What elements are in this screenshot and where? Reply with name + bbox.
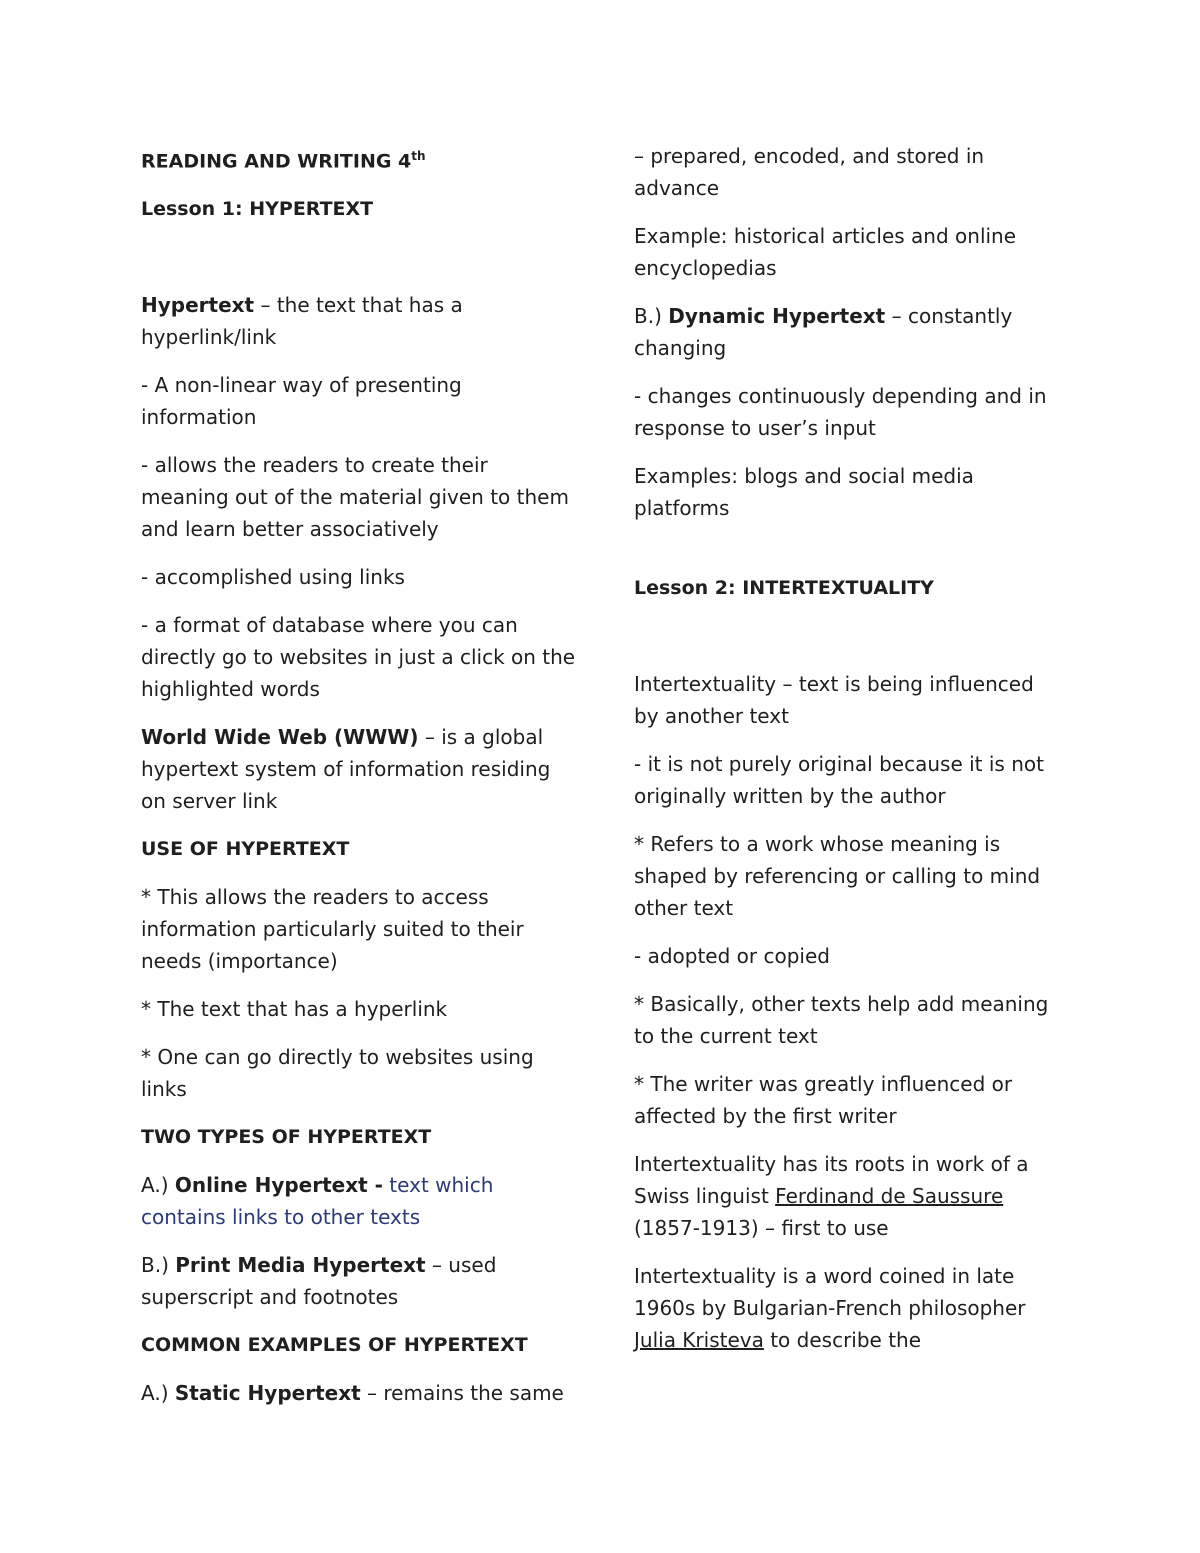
dynamic-hypertext xyxy=(634,300,1064,364)
hypertext-def: – the text that has a hyperlink/link xyxy=(141,293,463,350)
dynamic-bullet: - changes continuously depending and in response to user’s input xyxy=(634,384,1047,440)
roots-pre: Intertextuality has its roots in work of a Swiss linguist xyxy=(634,1152,1029,1208)
static-term: Static Hypertext xyxy=(174,1381,361,1406)
intertextuality-coined xyxy=(634,1260,1064,1356)
use-item-1: * This allows the readers to access information particularly suited to their needs (importance) xyxy=(141,885,524,974)
hypertext-definition xyxy=(141,289,581,353)
use-heading: USE OF HYPERTEXT xyxy=(141,838,350,861)
print-term: Print Media Hypertext xyxy=(175,1253,426,1278)
online-term: Online Hypertext - xyxy=(174,1173,383,1198)
two-types-heading: TWO TYPES OF HYPERTEXT xyxy=(141,1126,432,1149)
intertextuality-definition: Intertextuality – text is being influenced by another text xyxy=(634,672,1034,728)
intertextuality-bullet-5: * The writer was greatly influenced or affected by the first writer xyxy=(634,1072,1013,1128)
kristeva-link[interactable]: Julia Kristeva xyxy=(634,1328,764,1352)
intertextuality-bullet-1: - it is not purely original because it is not originally written by the author xyxy=(634,752,1044,808)
print-prefix: B.) xyxy=(141,1253,176,1278)
lesson-1-heading: Lesson 1: HYPERTEXT xyxy=(141,198,374,221)
coined-post: to describe the xyxy=(763,1328,922,1352)
static-example: Example: historical articles and online encyclopedias xyxy=(634,224,1017,280)
print-media-hypertext xyxy=(141,1249,581,1313)
hypertext-term: Hypertext xyxy=(141,293,255,318)
dynamic-term: Dynamic Hypertext xyxy=(668,304,886,328)
static-hypertext xyxy=(141,1377,581,1409)
intertextuality-roots xyxy=(634,1148,1064,1244)
intertextuality-bullet-4: * Basically, other texts help add meaning to the current text xyxy=(634,992,1049,1048)
use-item-3: * One can go directly to websites using links xyxy=(141,1045,534,1102)
hypertext-bullet-2: - allows the readers to create their meaning out of the material given to them and learn better associatively xyxy=(141,453,569,542)
print-def: – used superscript and footnotes xyxy=(141,1253,497,1310)
www-def: – is a global hypertext system of information residing on server link xyxy=(141,725,551,814)
lesson-2-heading: Lesson 2: INTERTEXTUALITY xyxy=(634,577,934,599)
use-item-2: * The text that has a hyperlink xyxy=(141,997,448,1022)
common-examples-heading: COMMON EXAMPLES OF HYPERTEXT xyxy=(141,1334,528,1357)
roots-post: (1857-1913) – first to use xyxy=(634,1216,889,1240)
intertextuality-bullet-3: - adopted or copied xyxy=(634,944,830,968)
document-title xyxy=(141,140,581,177)
static-def: – remains the same xyxy=(360,1381,564,1406)
online-def: text which contains links to other texts xyxy=(141,1173,494,1230)
hypertext-bullet-1: - A non-linear way of presenting information xyxy=(141,373,462,430)
saussure-link[interactable]: Ferdinand de Saussure xyxy=(775,1184,1004,1208)
hypertext-bullet-3: - accomplished using links xyxy=(141,565,405,590)
static-prefix: A.) xyxy=(141,1381,175,1406)
hypertext-bullet-4: - a format of database where you can directly go to websites in just a click on the highlighted words xyxy=(141,613,576,702)
online-prefix: A.) xyxy=(141,1173,175,1198)
dynamic-def: – constantly changing xyxy=(634,304,1013,360)
dynamic-prefix: B.) xyxy=(634,304,669,328)
left-column xyxy=(141,140,581,1425)
dynamic-examples: Examples: blogs and social media platforms xyxy=(634,464,974,520)
www-term: World Wide Web (WWW) xyxy=(141,725,419,750)
coined-pre: Intertextuality is a word coined in late 1960s by Bulgarian-French philosopher xyxy=(634,1264,1026,1320)
online-hypertext xyxy=(141,1169,581,1233)
intertextuality-bullet-2: * Refers to a work whose meaning is shaped by referencing or calling to mind other text xyxy=(634,832,1041,920)
static-continuation: – prepared, encoded, and stored in advance xyxy=(634,144,985,200)
www-definition xyxy=(141,721,581,817)
right-column xyxy=(634,140,1064,1372)
title-text: READING AND WRITING 4 xyxy=(141,150,412,173)
title-superscript: th xyxy=(411,149,426,163)
